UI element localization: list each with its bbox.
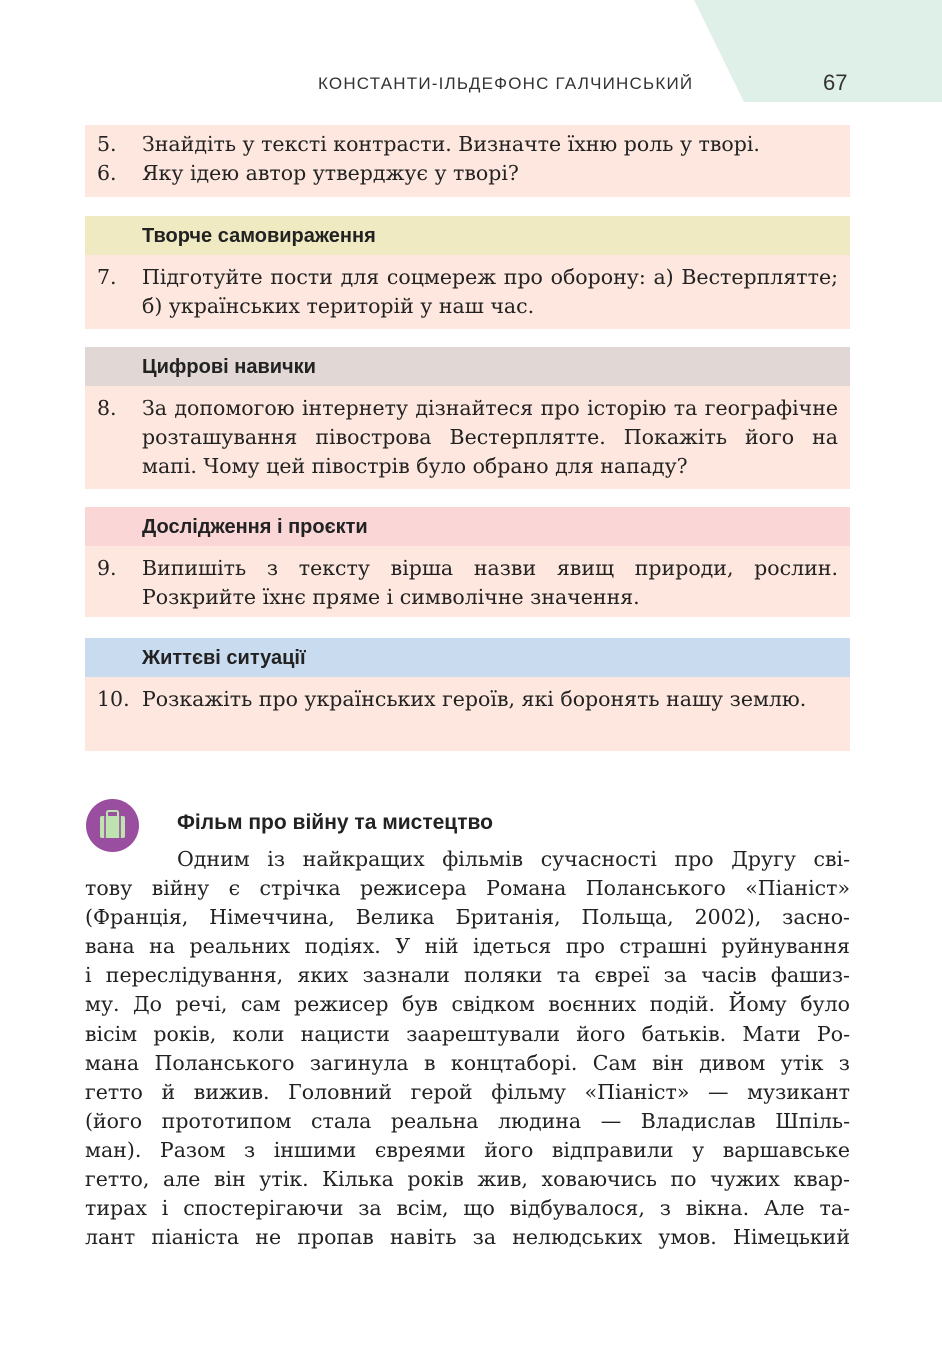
task-text: Яку ідею автор утверджує у творі?	[142, 161, 519, 185]
task-box-creative	[85, 216, 850, 329]
film-section-title: Фільм про війну та мистецтво	[177, 811, 493, 834]
section-heading: Цифрові навички	[85, 347, 850, 386]
task-number: 5.	[97, 132, 117, 156]
task-box-digital	[85, 347, 850, 489]
task-box-life	[85, 638, 850, 751]
task-item	[97, 685, 838, 714]
paragraph-line: ман). Разом з іншими євреями його відправили у варшавське	[85, 1137, 850, 1162]
task-box-research	[85, 507, 850, 617]
task-box-analysis	[85, 125, 850, 197]
task-number: 6.	[97, 161, 117, 185]
paragraph-line: мана Поланського загинула в концтаборі. Сам він дивом утік з	[85, 1050, 850, 1075]
page-number: 67	[823, 70, 848, 95]
task-number: 8.	[97, 396, 117, 420]
task-item	[97, 263, 838, 321]
paragraph-line: му. До речі, сам режисер був свідком воєнних подій. Йому було	[85, 992, 850, 1017]
paragraph-line: гетто, але він утік. Кілька років жив, ховаючись по чужих квар-	[85, 1167, 850, 1192]
task-text: Розкажіть про українських героїв, які боронять нашу землю.	[142, 687, 807, 711]
task-item	[97, 554, 838, 612]
section-heading: Творче самовираження	[85, 216, 850, 255]
paragraph-line: тову війну є стрічка режисера Романа Поланського «Піаніст»	[85, 876, 850, 901]
task-text: За допомогою інтернету дізнайтеся про історію та географічне розташування півострова Вестерплятте. Покажіть його на мапі. Чому цей півострів було обрано для нападу?	[142, 396, 838, 478]
paragraph-line: лант піаніста не пропав навіть за нелюдських умов. Німецький	[85, 1225, 850, 1250]
task-text: Знайдіть у тексті контрасти. Визначте їхню роль у творі.	[142, 132, 760, 156]
paragraph-line: гетто й вижив. Головний герой фільму «Піаніст» — музикант	[85, 1079, 850, 1104]
task-number: 10.	[97, 687, 130, 711]
paragraph-line: вана на реальних подіях. У ній ідеться про страшні руйнування	[85, 934, 850, 959]
task-text: Випишіть з тексту вірша назви явищ природи, рослин. Розкрийте їхнє пряме і символічне значення.	[142, 556, 838, 609]
paragraph-line: Одним із найкращих фільмів сучасності про Другу сві-	[177, 847, 850, 871]
task-text: Підготуйте пости для соцмереж про оборону: а) Вестерплятте; б) українських територій у наш час.	[142, 265, 838, 318]
section-heading: Життєві ситуації	[85, 638, 850, 677]
task-number: 7.	[97, 265, 117, 289]
corner-tab	[694, 0, 942, 102]
task-item	[97, 159, 838, 188]
section-heading: Дослідження і проєкти	[85, 507, 850, 546]
paragraph-line: тирах і спостерігаючи за всім, що відбувалося, з вікна. Але та-	[85, 1196, 850, 1221]
running-title: КОНСТАНТИ-ІЛЬДЕФОНС ГАЛЧИНСЬКИЙ	[318, 74, 694, 93]
paragraph-line: вісім років, коли нацисти заарештували його батьків. Мати Ро-	[85, 1021, 850, 1046]
task-item	[97, 394, 838, 481]
film-paragraph	[85, 845, 850, 1252]
paragraph-line: і переслідування, яких зазнали поляки та євреї за часів фашиз-	[85, 963, 850, 988]
paragraph-line: (його прототипом стала реальна людина — Владислав Шпіль-	[85, 1108, 850, 1133]
paragraph-line: (Франція, Німеччина, Велика Британія, Польща, 2002), засно-	[85, 905, 850, 930]
task-item	[97, 130, 838, 159]
task-number: 9.	[97, 556, 117, 580]
